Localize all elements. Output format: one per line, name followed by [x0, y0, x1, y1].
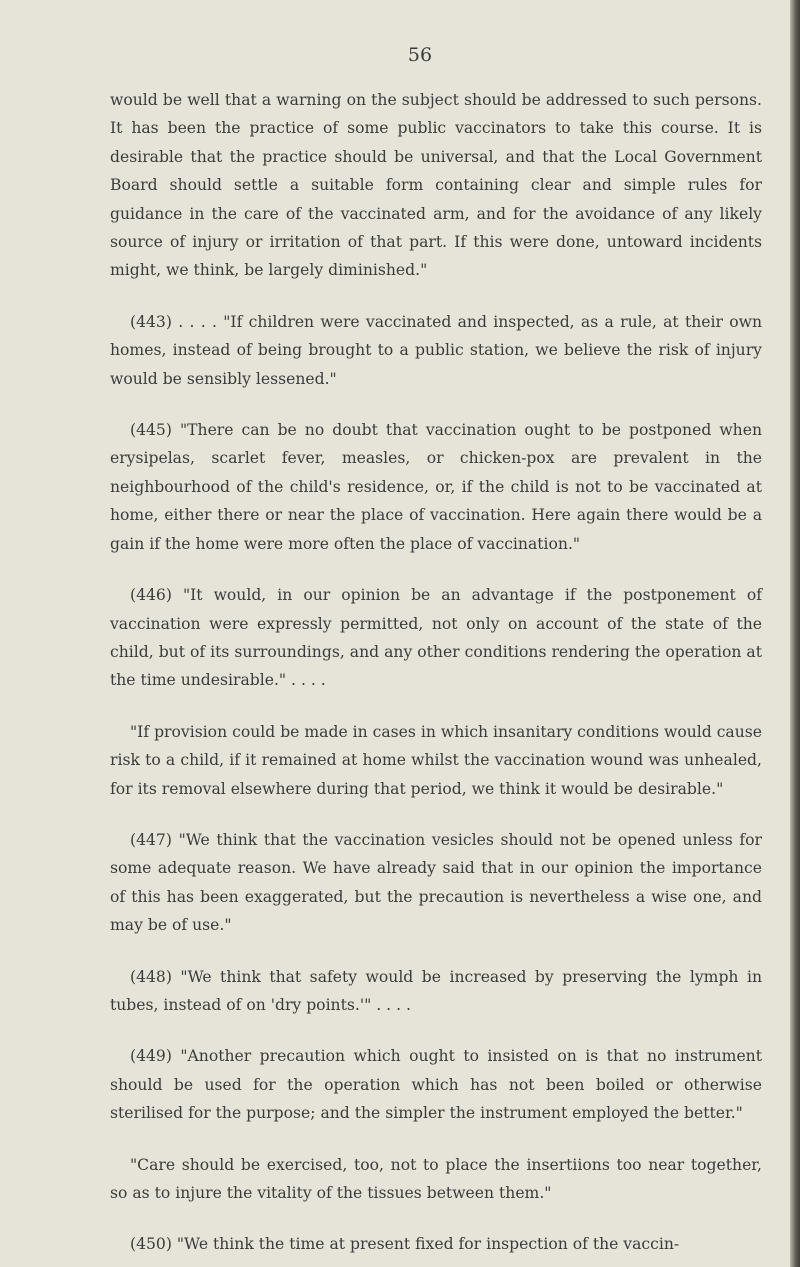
page-number: 56 — [407, 44, 433, 66]
paragraph-447: (447) "We think that the vaccination vesicles should not be opened unless for some adequate reason. We have already said that in our opinion the importance of this has been exaggerated, but the precaution is nevertheless a wise one, and may be of use." — [110, 830, 762, 935]
paragraph-449-cont: "Care should be exercised, too, not to place the insertiions too near together, so as to injure the vitality of the tissues between them." — [110, 1155, 762, 1202]
paragraph-450: (450) "We think the time at present fixed for inspection of the vaccin- — [130, 1235, 680, 1254]
paragraph-445: (445) "There can be no doubt that vaccination ought to be postponed when erysipelas, scarlet fever, measles, or chicken-pox are prevalent in the neighbourhood of the child's residence, or, if the child is not to be vaccinated at home, either there or near the place of vaccination. Here again there would be a gain if the home were more often the place of vaccination." — [110, 421, 762, 553]
paragraph-443: (443) . . . . "If children were vaccinated and inspected, as a rule, at their own homes, instead of being brought to a public station, we believe the risk of injury would be sensibly lessened." — [110, 312, 762, 388]
paragraph-continuation: would be well that a warning on the subject should be addressed to such persons. It has been the practice of some public vaccinators to take this course. It is desirable that the practice should be universal, and that the Local Government Board should settle a suitable form containing clear and simple rules for guidance in the care of the vaccinated arm, and for the avoidance of any likely source of injury or irritation of that part. If this were done, untoward incidents might, we think, be largely diminished." — [110, 91, 762, 280]
paragraph-449: (449) "Another precaution which ought to insisted on is that no instrument should be used for the operation which has not been boiled or otherwise sterilised for the purpose; and the simpler the instrument employed the better." — [110, 1047, 762, 1123]
paragraph-448: (448) "We think that safety would be increased by preserving the lymph in tubes, instead of on 'dry points.'" . . . . — [110, 967, 762, 1014]
paragraph-446: (446) "It would, in our opinion be an advantage if the postponement of vaccination were expressly permitted, not only on account of the state of the child, but of its surroundings, and any other conditions rendering the operation at the time undesirable." . . . . — [110, 586, 762, 690]
body-text — [110, 86, 762, 1259]
paragraph-446-cont: "If provision could be made in cases in which insanitary conditions would cause risk to a child, if it remained at home whilst the vaccination wound was unhealed, for its removal elsewhere during that period, we think it would be desirable." — [110, 722, 762, 798]
page-edge — [790, 0, 800, 1267]
